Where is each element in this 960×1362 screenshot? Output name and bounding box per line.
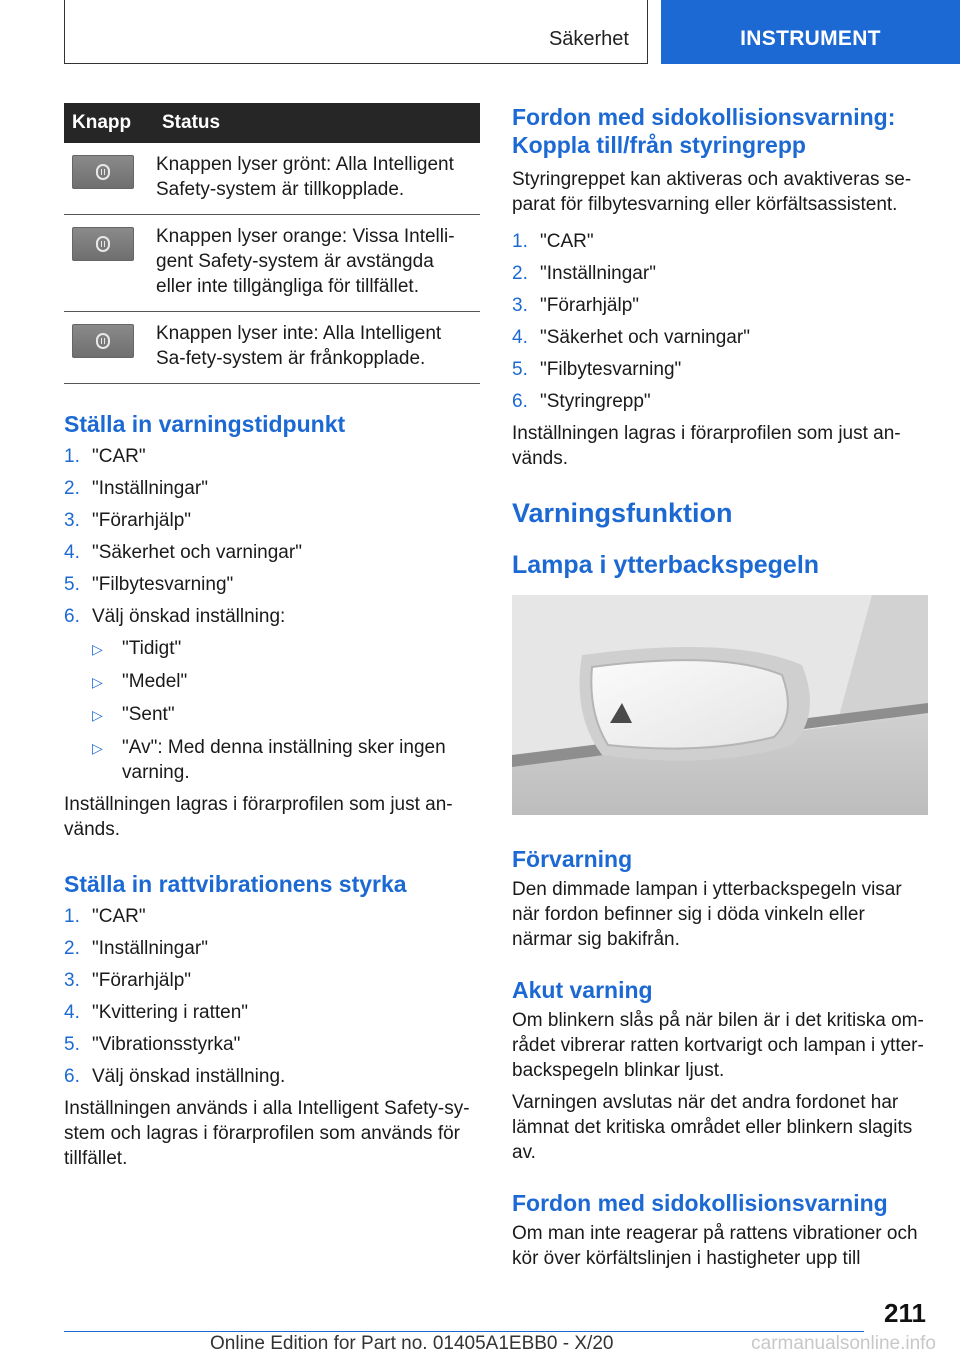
list-item: 5. "Filbytesvarning"	[512, 359, 682, 380]
list-item: 5. "Vibrationsstyrka"	[64, 1034, 241, 1055]
list-item: 1. "CAR"	[64, 906, 146, 927]
note-text: Inställningen används i alla Intelligent Safety-sy-stem och lagras i förarprofilen som används för tillfället.	[64, 1098, 470, 1169]
table-cell-status: Knappen lyser inte: Alla Intelligent Sa-fety-system är frånkopplade.	[156, 312, 480, 384]
list-item: 4. "Kvittering i ratten"	[64, 1002, 249, 1023]
acute-warning-text: Om blinkern slås på när bilen är i det kritiska om-rådet vibrerar ratten kortvarigt och lampan i ytter-backspegeln blinkar ljust.	[512, 1010, 924, 1081]
triangle-bullet-icon: ▷	[92, 707, 103, 723]
list-item: 6. Välj önskad inställning:	[64, 606, 286, 627]
header-section-tab	[64, 0, 648, 64]
chapter-tab: INSTRUMENT	[661, 0, 960, 64]
side-collision-text: Om man inte reagerar på rattens vibrationer och kör över körfältslinjen i hastigheter upp till	[512, 1223, 918, 1269]
options-list	[64, 636, 480, 785]
left-column	[64, 103, 480, 1171]
table-row	[64, 143, 480, 215]
table-row	[64, 312, 480, 384]
list-item: 2. "Inställningar"	[512, 263, 656, 284]
table-header-knapp: Knapp	[64, 103, 156, 143]
intelligent-safety-button-icon	[72, 155, 134, 189]
section-heading-warning-time: Ställa in varningstidpunkt	[64, 411, 346, 437]
list-item: ▷ "Sent"	[92, 702, 480, 728]
triangle-bullet-icon: ▷	[92, 674, 103, 690]
note-text: Inställningen lagras i förarprofilen som just an-vänds.	[64, 794, 453, 840]
triangle-bullet-icon: ▷	[92, 740, 103, 756]
intelligent-safety-button-icon	[72, 324, 134, 358]
prewarning-text: Den dimmade lampan i ytterbackspegeln visar när fordon befinner sig i döda vinkeln eller närmar sig bakifrån.	[512, 879, 902, 950]
list-item: 4. "Säkerhet och varningar"	[512, 327, 750, 348]
steps-vibration	[64, 904, 480, 1089]
table-cell-status: Knappen lyser orange: Vissa Intelli-gent Safety-system är avstängda eller inte tillgängliga för tillfället.	[156, 215, 480, 312]
list-item: 2. "Inställningar"	[64, 478, 208, 499]
heading-mirror-lamp: Lampa i ytterbackspegeln	[512, 551, 820, 579]
section-title: Säkerhet	[548, 28, 629, 50]
section-heading-side-collision: Fordon med sidokollisionsvarning	[512, 1190, 888, 1216]
table-cell-status: Knappen lyser grönt: Alla Intelligent Safety-system är tillkopplade.	[156, 143, 480, 215]
steps-warning-time	[64, 444, 480, 629]
list-item: 4. "Säkerhet och varningar"	[64, 542, 302, 563]
footer-edition: Online Edition for Part no. 01405A1EBB0 - X/20	[210, 1333, 614, 1354]
list-item: 1. "CAR"	[512, 231, 594, 252]
list-item: 6. Välj önskad inställning.	[64, 1066, 286, 1087]
section-heading-vibration: Ställa in rattvibrationens styrka	[64, 871, 407, 897]
side-mirror-illustration	[512, 595, 928, 815]
steps-steering	[512, 229, 928, 414]
acute-warning-text-2: Varningen avslutas när det andra fordonet har lämnat det kritiska området eller blinkern slagits av.	[512, 1092, 913, 1163]
list-item: 1. "CAR"	[64, 446, 146, 467]
intro-text: Styringreppet kan aktiveras och avaktiveras se-parat för filbytesvarning eller körfältsassistent.	[512, 169, 912, 215]
list-item: ▷ "Tidigt"	[92, 636, 480, 662]
triangle-bullet-icon: ▷	[92, 641, 103, 657]
list-item: 6. "Styringrepp"	[512, 391, 651, 412]
note-text: Inställningen lagras i förarprofilen som just an-vänds.	[512, 423, 901, 469]
status-table	[64, 103, 480, 384]
table-header-status: Status	[156, 103, 480, 143]
list-item: 3. "Förarhjälp"	[512, 295, 640, 316]
section-heading-steering-intervention: Fordon med sidokollisionsvarning: Koppla till/från styringrepp	[512, 104, 896, 158]
side-mirror-icon	[512, 595, 928, 815]
list-item: 5. "Filbytesvarning"	[64, 574, 234, 595]
page-number: 211	[884, 1298, 926, 1328]
list-item: 3. "Förarhjälp"	[64, 970, 192, 991]
heading-warning-function: Varningsfunktion	[512, 498, 733, 528]
list-item: ▷ "Medel"	[92, 669, 480, 695]
right-column	[512, 103, 928, 1271]
watermark: carmanualsonline.info	[751, 1333, 936, 1354]
list-item: 3. "Förarhjälp"	[64, 510, 192, 531]
table-row	[64, 215, 480, 312]
section-heading-prewarning: Förvarning	[512, 846, 633, 872]
intelligent-safety-button-icon	[72, 227, 134, 261]
footer-divider	[64, 1331, 864, 1332]
list-item: ▷ "Av": Med denna inställning sker ingen varning.	[92, 737, 446, 783]
list-item: 2. "Inställningar"	[64, 938, 208, 959]
section-heading-acute-warning: Akut varning	[512, 977, 653, 1003]
